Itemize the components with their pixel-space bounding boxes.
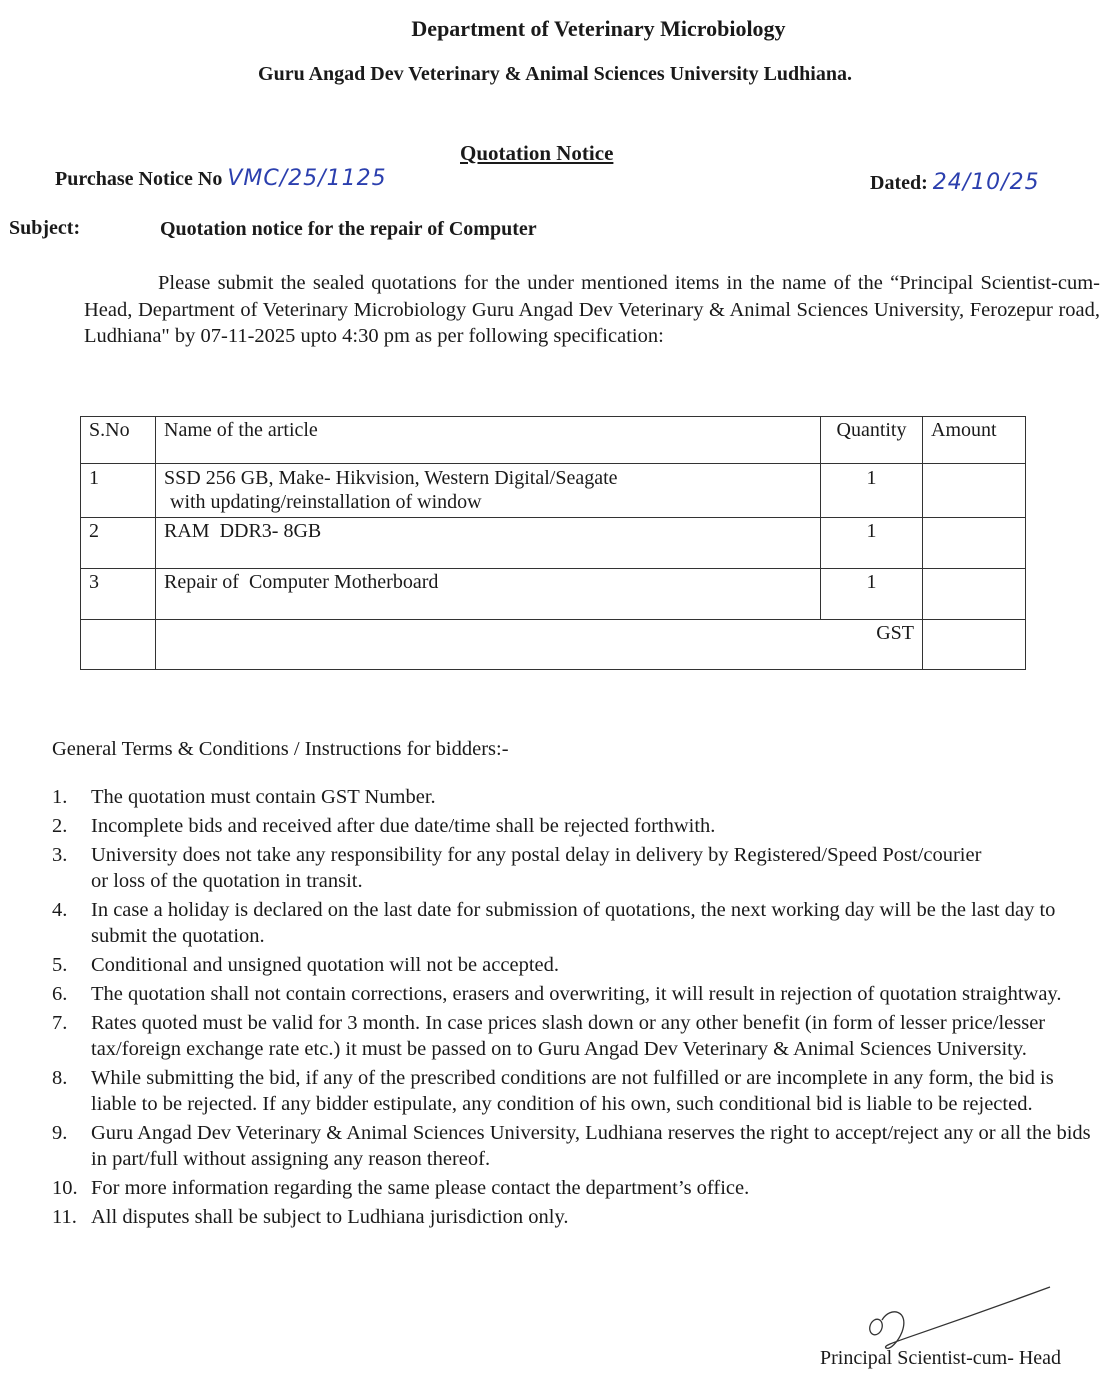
cell-amount [923, 464, 1026, 518]
table-row [81, 569, 1026, 620]
date-label: Dated: [870, 172, 928, 194]
term-text: While submitting the bid, if any of the prescribed conditions are not fulfilled or are incomplete in any form, the bid is liable to be rejected. If any bidder estipulate, any condition of his own, such conditional bid is liable to be rejected. [91, 1067, 1054, 1115]
date-value: 24/10/25 [932, 170, 1040, 195]
term-text: University does not take any responsibility for any postal delay in delivery by Registered/Speed Post/courier or loss of the quotation in transit. [91, 844, 982, 892]
cell-amount [923, 569, 1026, 620]
term-number: 4. [52, 899, 68, 921]
term-text: Rates quoted must be valid for 3 month. In case prices slash down or any other benefit (in form of lesser price/lesser tax/foreign exchange rate etc.) it must be passed on to Guru Angad Dev Veterinary & Animal Sciences University. [91, 1012, 1046, 1060]
term-text: In case a holiday is declared on the last date for submission of quotations, the next working day will be the last day to submit the quotation. [91, 899, 1056, 947]
header-article: Name of the article [156, 417, 821, 464]
purchase-notice [55, 166, 387, 191]
notice-title: Quotation Notice [460, 141, 614, 165]
term-text: For more information regarding the same please contact the department’s office. [91, 1177, 750, 1199]
term-number: 5. [52, 954, 68, 976]
term-item [52, 981, 1092, 1007]
term-number: 8. [52, 1067, 68, 1089]
term-text: Guru Angad Dev Veterinary & Animal Sciences University, Ludhiana reserves the right to accept/reject any or all the bids in part/full without assigning any reason thereof. [91, 1122, 1091, 1170]
purchase-notice-number: VMC/25/1125 [227, 166, 387, 191]
university-heading: Guru Angad Dev Veterinary & Animal Sciences University Ludhiana. [258, 63, 852, 85]
term-item [52, 813, 1092, 839]
intro-paragraph [84, 270, 1100, 350]
header-sno: S.No [81, 417, 156, 464]
items-table [80, 416, 1026, 670]
cell-amount [923, 518, 1026, 569]
term-number: 2. [52, 815, 68, 837]
purchase-notice-label: Purchase Notice No [55, 168, 223, 190]
term-item [52, 1120, 1092, 1172]
term-item [52, 952, 1092, 978]
term-text: The quotation shall not contain corrections, erasers and overwriting, it will result in rejection of quotation straightway. [91, 983, 1062, 1005]
term-item [52, 897, 1092, 949]
term-number: 3. [52, 844, 68, 866]
header-amount: Amount [923, 417, 1026, 464]
term-item [52, 784, 1092, 810]
table-header-row [81, 417, 1026, 464]
cell-quantity: 1 [821, 518, 923, 569]
term-item [52, 1065, 1092, 1117]
term-text: Incomplete bids and received after due date/time shall be rejected forthwith. [91, 815, 716, 837]
date-field [870, 170, 1040, 195]
intro-text: Please submit the sealed quotations for the under mentioned items in the name of the “Principal Scientist-cum-Head, Department of Veterinary Microbiology Guru Angad Dev Veterinary & Animal Sciences University, Ferozepur road, Ludhiana" by 07-11-2025 upto 4:30 pm as per following specification: [84, 272, 1100, 347]
term-text: The quotation must contain GST Number. [91, 786, 436, 808]
term-item [52, 1204, 1092, 1230]
cell-article: Repair of Computer Motherboard [156, 569, 821, 620]
header-quantity: Quantity [821, 417, 923, 464]
signatory-title: Principal Scientist-cum- Head [820, 1347, 1062, 1369]
terms-heading: General Terms & Conditions / Instructions for bidders:- [52, 738, 509, 760]
department-heading: Department of Veterinary Microbiology [411, 16, 786, 41]
table-row [81, 464, 1026, 518]
term-number: 10. [52, 1177, 78, 1199]
term-item [52, 1010, 1092, 1062]
term-text: Conditional and unsigned quotation will not be accepted. [91, 954, 559, 976]
cell-quantity: 1 [821, 569, 923, 620]
term-item [52, 1175, 1092, 1201]
cell-quantity: 1 [821, 464, 923, 518]
gst-row [81, 620, 1026, 670]
cell-sno: 2 [81, 518, 156, 569]
cell-article [156, 464, 821, 518]
cell-gst-amount [923, 620, 1026, 670]
term-number: 7. [52, 1012, 68, 1034]
cell-empty [81, 620, 156, 670]
term-number: 9. [52, 1122, 68, 1144]
cell-sno: 1 [81, 464, 156, 518]
term-text: All disputes shall be subject to Ludhiana jurisdiction only. [91, 1206, 569, 1228]
subject-text: Quotation notice for the repair of Computer [160, 218, 537, 240]
cell-article: RAM DDR3- 8GB [156, 518, 821, 569]
article-line: SSD 256 GB, Make- Hikvision, Western Digital/Seagate [164, 467, 618, 489]
subject-label: Subject: [9, 217, 81, 239]
terms-list [52, 784, 1092, 1233]
term-number: 11. [52, 1206, 77, 1228]
term-number: 6. [52, 983, 68, 1005]
gst-label: GST [156, 620, 923, 670]
term-item [52, 842, 1092, 894]
article-line: with updating/reinstallation of window [170, 491, 482, 513]
term-number: 1. [52, 786, 68, 808]
cell-sno: 3 [81, 569, 156, 620]
table-row [81, 518, 1026, 569]
